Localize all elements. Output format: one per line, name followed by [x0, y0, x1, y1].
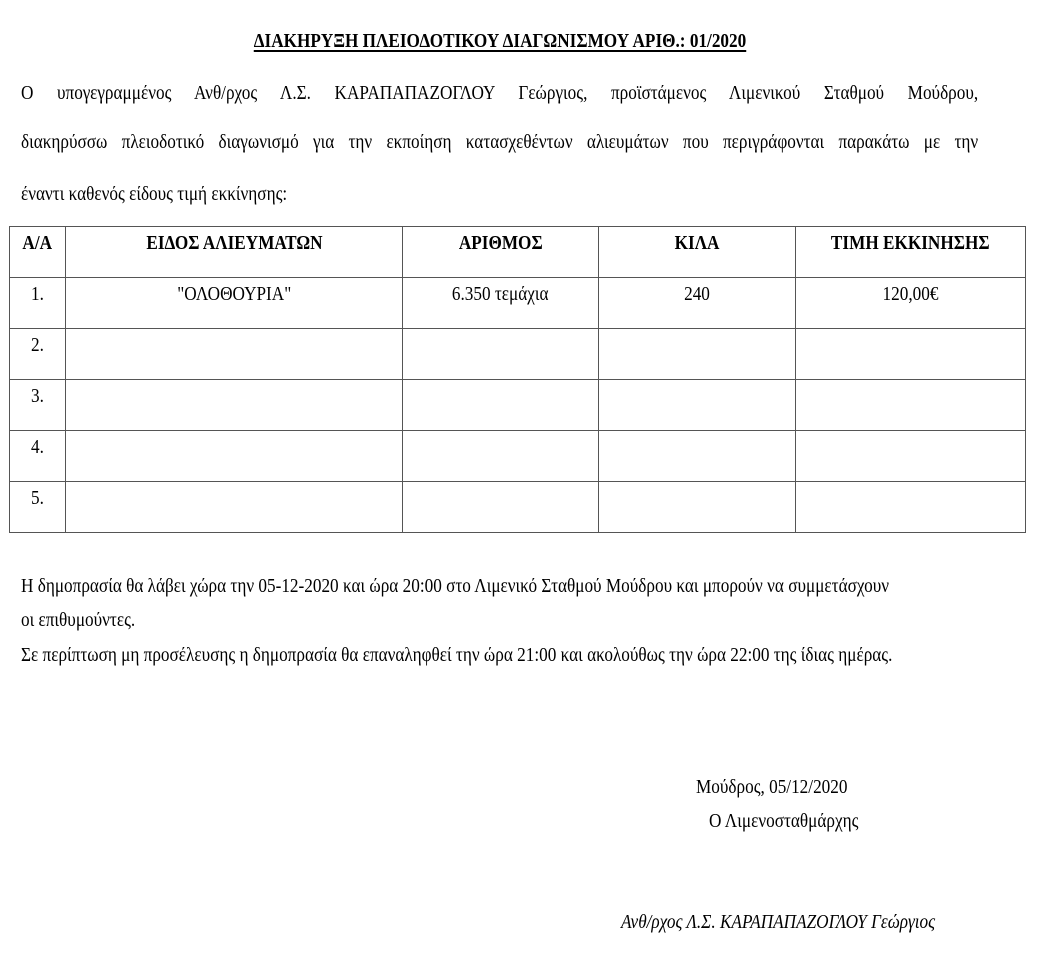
cell-aa: 3. — [10, 380, 66, 431]
auction-items-table — [9, 226, 1026, 533]
table-row — [10, 380, 1026, 431]
intro-line-3: έναντι καθενός είδους τιμή εκκίνησης: — [21, 183, 288, 205]
cell-starting-price — [796, 482, 1026, 533]
cell-starting-price — [796, 431, 1026, 482]
header-item-type: ΕΙΔΟΣ ΑΛΙΕΥΜΑΤΩΝ — [66, 227, 403, 278]
header-starting-price: ΤΙΜΗ ΕΚΚΙΝΗΣΗΣ — [796, 227, 1026, 278]
intro-line-1: Ο υπογεγραμμένος Ανθ/ρχος Λ.Σ. ΚΑΡΑΠΑΠΑΖΟΓΛΟΥ Γεώργιος, προϊστάμενος Λιμενικού Σταθμού Μούδρου, — [21, 82, 979, 104]
notes-line-1: Η δημοπρασία θα λάβει χώρα την 05-12-2020 και ώρα 20:00 στο Λιμενικό Σταθμού Μούδρου και μπορούν να συμμετάσχουν — [21, 575, 890, 597]
header-kilos: ΚΙΛΑ — [599, 227, 796, 278]
intro-line-2: διακηρύσσω πλειοδοτικό διαγωνισμό για την εκποίηση κατασχεθέντων αλιευμάτων που περιγράφονται παρακάτω με την — [21, 131, 979, 153]
notes-line-2: οι επιθυμούντες. — [21, 609, 136, 631]
table-row — [10, 482, 1026, 533]
cell-aa: 2. — [10, 329, 66, 380]
cell-item-type — [66, 380, 403, 431]
cell-quantity — [403, 380, 599, 431]
cell-aa: 5. — [10, 482, 66, 533]
table-row — [10, 329, 1026, 380]
cell-starting-price — [796, 329, 1026, 380]
cell-aa: 4. — [10, 431, 66, 482]
table-row — [10, 278, 1026, 329]
cell-starting-price — [796, 380, 1026, 431]
cell-kilos — [599, 431, 796, 482]
signatory-name: Ανθ/ρχος Λ.Σ. ΚΑΡΑΠΑΠΑΖΟΓΛΟΥ Γεώργιος — [621, 911, 936, 933]
signatory-role: Ο Λιμενοσταθμάρχης — [709, 810, 859, 832]
table-row — [10, 431, 1026, 482]
cell-item-type — [66, 431, 403, 482]
cell-kilos — [599, 329, 796, 380]
table-header-row — [10, 227, 1026, 278]
cell-quantity — [403, 329, 599, 380]
cell-kilos — [599, 380, 796, 431]
header-quantity: ΑΡΙΘΜΟΣ — [403, 227, 599, 278]
place-date: Μούδρος, 05/12/2020 — [696, 776, 848, 798]
cell-kilos: 240 — [599, 278, 796, 329]
cell-starting-price: 120,00€ — [796, 278, 1026, 329]
document-title: ΔΙΑΚΗΡΥΞΗ ΠΛΕΙΟΔΟΤΙΚΟΥ ΔΙΑΓΩΝΙΣΜΟΥ ΑΡΙΘ.: 01/2020 — [253, 30, 747, 52]
header-aa: Α/Α — [10, 227, 66, 278]
cell-kilos — [599, 482, 796, 533]
cell-item-type — [66, 329, 403, 380]
cell-quantity — [403, 431, 599, 482]
cell-aa: 1. — [10, 278, 66, 329]
cell-item-type — [66, 482, 403, 533]
cell-quantity: 6.350 τεμάχια — [403, 278, 599, 329]
cell-item-type: "ΟΛΟΘΟΥΡΙΑ" — [66, 278, 403, 329]
cell-quantity — [403, 482, 599, 533]
notes-line-3: Σε περίπτωση μη προσέλευσης η δημοπρασία θα επαναληφθεί την ώρα 21:00 και ακολούθως την ώρα 22:00 της ίδιας ημέρας. — [21, 644, 893, 666]
